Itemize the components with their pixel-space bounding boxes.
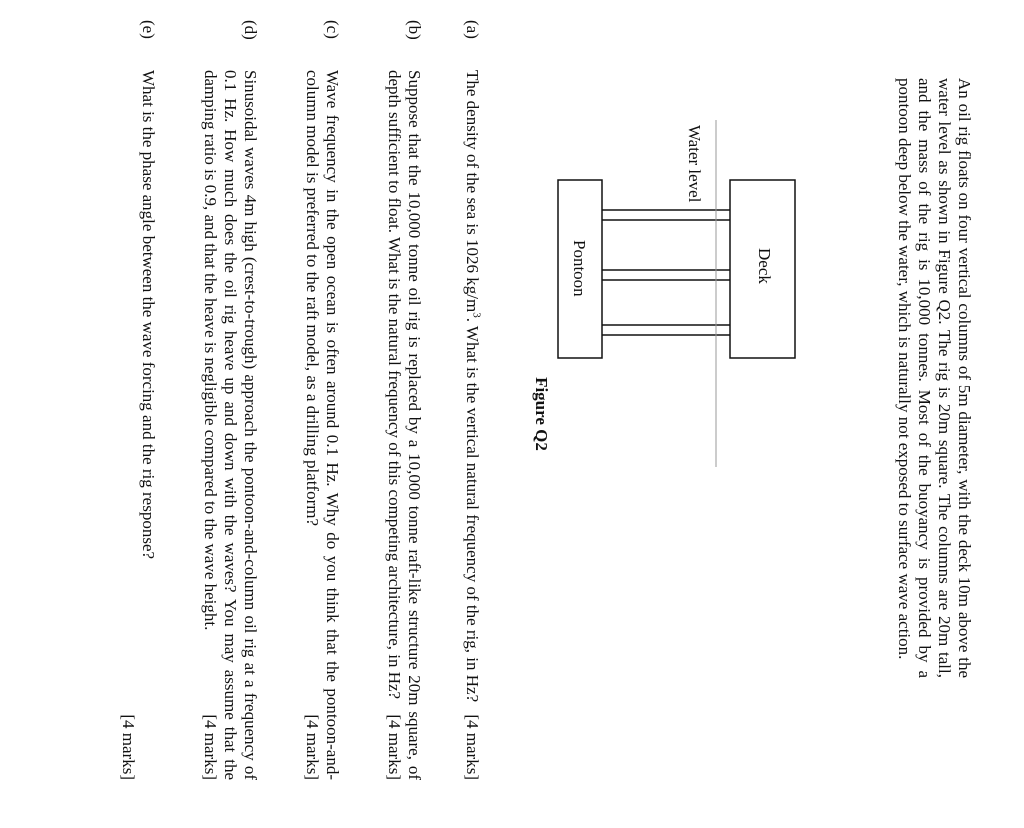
question-label: (c) [323, 20, 342, 39]
marks-label: [4 marks] [201, 714, 220, 780]
water-level-label: Water level [685, 125, 704, 203]
marks-label: [4 marks] [119, 714, 138, 780]
question-text: Sinusoidal waves 4m high (crest-to-trough) approach the pontoon-and-column oil rig at a frequency of 0.1 Hz. How much does the oil rig heave up and down with the waves? You may assume that the damping ratio is 0.9, and that the heave is negligible compared to the wave height. [201, 70, 260, 780]
marks-label: [4 marks] [463, 714, 482, 780]
pontoon-label: Pontoon [570, 240, 589, 297]
question-text: Wave frequency in the open ocean is often around 0.1 Hz. Why do you think that the pontoon-and-column model is preferred to the raft model, as a drilling platform? [303, 70, 342, 780]
question-text: Suppose that the 10,000 tonne oil rig is replaced by a 10,000 tonne raft-like structure 20m square, of depth sufficient to float. What is the natural frequency of this competing architecture, in Hz? [385, 70, 424, 780]
intro-paragraph: An oil rig floats on four vertical columns of 5m diameter, with the deck 10m above the water level as shown in Figure Q2. The rig is 20m square. The columns are 20m tall, and the mass of the rig is 10,000 tonnes. Most of the buoyancy is provided by a pontoon deep below the water, which is naturally not exposed to surface wave action. [895, 78, 974, 678]
marks-label: [4 marks] [303, 714, 322, 780]
figure-q2-diagram [554, 0, 1024, 828]
question-label: (a) [463, 20, 482, 39]
question-text: The density of the sea is 1026 $kg/m^3$. What is the vertical natural frequency of the rig, in Hz? [463, 70, 483, 703]
question-label: (b) [405, 20, 424, 40]
question-label: (d) [241, 20, 260, 40]
question-label: (e) [139, 20, 158, 39]
deck-label: Deck [755, 248, 774, 284]
question-text: What is the phase angle between the wave forcing and the rig response? [139, 70, 158, 560]
figure-title: Figure Q2 [532, 377, 551, 451]
marks-label: [4 marks] [385, 714, 404, 780]
